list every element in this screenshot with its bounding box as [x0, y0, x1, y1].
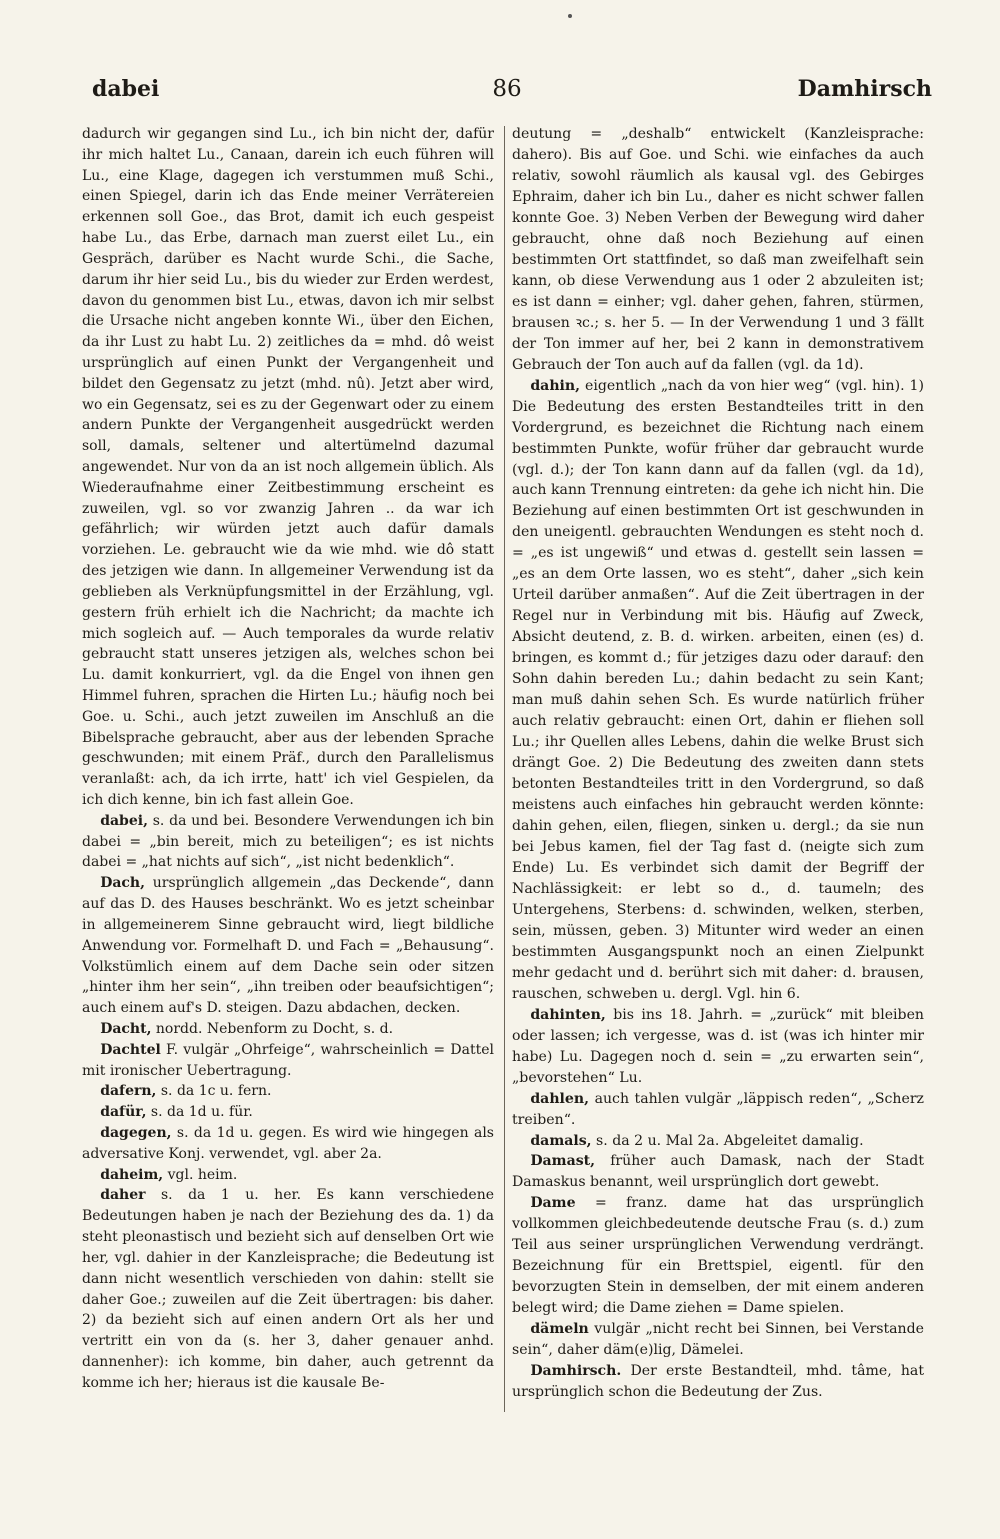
entry-dahlen: dahlen, auch tahlen vulgär „läppisch reden“, „Scherz treiben“.	[512, 1090, 924, 1128]
entry-dach: Dach, ursprünglich allgemein „das Deckende“, dann auf das D. des Hauses beschränkt. Wo es jetzt scheinbar in allgemeinerem Sinne gebraucht wird, liegt bildliche Anwendung vor. Formelhaft D. und Fach = „Behausung“. Volkstümlich einem auf dem Dache sein oder sitzen „hinter ihm her sein“, „ihn treiben oder beaufsichtigen“; auch einem auf's D. steigen. Dazu abdachen, decken.	[82, 875, 494, 1017]
running-header	[82, 76, 932, 116]
headword: daher	[100, 1187, 146, 1204]
headword: dämeln	[530, 1321, 589, 1338]
headword: Dachtel	[100, 1041, 161, 1058]
headword: dahin,	[530, 377, 581, 394]
headword: dagegen,	[100, 1125, 172, 1141]
headword: Dame	[530, 1195, 576, 1212]
header-first-entry: dabei	[92, 76, 160, 102]
headword: daheim,	[100, 1166, 164, 1183]
headword: Damhirsch.	[530, 1363, 622, 1380]
entry-damhirsch: Damhirsch. Der erste Bestandteil, mhd. tâme, hat ursprünglich schon die Bedeutung der Zus.	[512, 1363, 924, 1401]
headword: Dacht,	[100, 1020, 152, 1037]
entry-daher: daher s. da 1 u. her. Es kann verschiedene Bedeutungen haben je nach der Beziehung des da. 1) da steht pleonastisch und bezieht sich auf denselben Ort wie her, vgl. dahier in der Kanzleisprache; die Bedeutung ist dann nicht wesentlich verschieden von dahin: stellt sie daher Goe.; zuweilen auf die Zeit übertragen: bis daher. 2) da bezieht sich auf einen andern Ort als her und vertritt ein von da (s. her 3, daher genauer anhd. dannenher): ich komme, bin daher, auch getrennt da komme ich her; hieraus ist die kausale Be-	[82, 1187, 494, 1391]
right-column	[512, 124, 924, 1403]
entry-daemeln: dämeln vulgär „nicht recht bei Sinnen, bei Verstande sein“, daher däm(e)lig, Dämelei.	[512, 1321, 924, 1359]
headword: Damast,	[530, 1153, 596, 1170]
entry-dacht: Dacht, nordd. Nebenform zu Docht, s. d.	[100, 1020, 394, 1037]
entry-dafern: dafern, s. da 1c u. fern.	[100, 1083, 272, 1100]
headword: dahinten,	[530, 1006, 606, 1023]
headword: dahlen,	[530, 1090, 590, 1107]
entry-continuation: dadurch wir gegangen sind Lu., ich bin nicht der, dafür ihr mich haltet Lu., Canaan, darein ich euch führen will Lu., eine Klage, dagegen ich verstummen muß Schi., einen Spiegel, darin ich das Ende meiner Verrätereien erkennen soll Goe., das Brot, damit ich euch gespeist habe Lu., das Erbe, darnach man zuerst eilet Lu., ein Gespräch, darüber es Nacht wurde Schi., die Sache, darum ihr hier seid Lu., bis du wieder zur Erden werdest, davon du genommen bist Lu., etwas, davon ich mir selbst die Ursache nicht angeben konnte Wi., über den Eichen, da ihr Lust zu habt Lu. 2) zeitliches da = mhd. dô weist ursprünglich auf einen Punkt der Vergangenheit und bildet den Gegensatz zu jetzt (mhd. nû). Jetzt aber wird, wo ein Gegensatz, sei es zu der Gegenwart oder zu einem andern Punkte der Vergangenheit ausgedrückt werden soll, damals, seltener und altertümelnd dazumal angewendet. Nur von da an ist noch allgemein üblich. Als Wiederaufnahme einer Zeitbestimmung erscheint es zuweilen, vgl. so vor zwanzig Jahren .. da war ich gefährlich; wir würden jetzt auch dafür damals vorziehen. Le. gebraucht wie da wie mhd. wie dô statt des jetzigen wie dann. In allgemeiner Verwendung ist da geblieben als Verknüpfungsmittel in der Erzählung, vgl. gestern früh erhielt ich die Nachricht; da machte ich mich sogleich auf. — Auch temporales da wurde relativ gebraucht statt unseres jetzigen als, welches schon bei Lu. damit konkurriert, vgl. da die Engel von ihnen gen Himmel fuhren, sprachen die Hirten Lu.; häufig noch bei Goe. u. Schi., auch jetzt zuweilen im Anschluß an die Bibelsprache gebraucht, aber aus der lebenden Sprache geschwunden; mit einem Präf., durch den Parallelismus veranlaßt: ach, da ich irrte, hatt' ich viel Gespielen, da ich dich kenne, bin ich fast allein Goe.	[82, 126, 494, 808]
page-number: 86	[492, 76, 522, 102]
entry-daheim: daheim, vgl. heim.	[100, 1166, 238, 1183]
headword: Dach,	[100, 875, 145, 892]
entry-dagegen: dagegen, s. da 1d u. gegen. Es wird wie hingegen als adversative Konj. verwendet, vgl. aber 2a.	[82, 1125, 494, 1162]
entry-dahinten: dahinten, bis ins 18. Jahrh. = „zurück“ mit bleiben oder lassen; ich vergesse, was d. ist (was ich hinter mir habe) Lu. Dagegen noch d. sein = „zu erwarten sein“, „bevorstehen“ Lu.	[512, 1006, 924, 1086]
headword: dabei,	[100, 812, 148, 829]
entry-damast: Damast, früher auch Damask, nach der Stadt Damaskus benannt, weil ursprünglich dort gewebt.	[512, 1153, 924, 1191]
headword: dafern,	[100, 1083, 157, 1100]
entry-dachtel: Dachtel F. vulgär „Ohrfeige“, wahrscheinlich = Dattel mit ironischer Uebertragung.	[82, 1041, 494, 1079]
column-divider	[504, 126, 505, 1412]
entry-damals: damals, s. da 2 u. Mal 2a. Abgeleitet damalig.	[530, 1132, 864, 1149]
headword: dafür,	[100, 1104, 147, 1121]
entry-dabei: dabei, s. da und bei. Besondere Verwendungen ich bin dabei = „bin bereit, mich zu beteiligen“; es ist nichts dabei = „hat nichts auf sich“, „ist nicht bedenklich“.	[82, 812, 494, 871]
entry-continuation: deutung = „deshalb“ entwickelt (Kanzleisprache: dahero). Bis auf Goe. und Schi. wie einfaches da auch relativ, sowohl räumlich als kausal vgl. des Gebirges Ephraim, daher ich bin Lu., daher es nicht schwer fallen konnte Goe. 3) Neben Verben der Bewegung wird daher gebraucht, ohne daß noch Beziehung auf einen bestimmten Ort stattfindet, so daß man zweifelhaft sein kann, ob diese Verwendung aus 1 oder 2 abzuleiten ist; es ist dann = einher; vgl. daher gehen, fahren, stürmen, brausen ꝛc.; s. her 5. — In der Verwendung 1 und 3 fällt der Ton immer auf her, bei 2 kann in demonstrativem Gebrauch der Ton auch auf da fallen (vgl. da 1d).	[512, 126, 924, 373]
left-column	[82, 124, 494, 1394]
header-last-entry: Damhirsch	[797, 76, 932, 102]
entry-dame: Dame = franz. dame hat das ursprünglich vollkommen gleichbedeutende deutsche Frau (s. d.) zum Teil aus seiner ursprünglichen Verwendung verdrängt. Bezeichnung für ein Brettspiel, eigentl. für den bevorzugten Stein in demselben, der mit einem anderen belegt wird; die Dame ziehen = Dame spielen.	[512, 1195, 924, 1317]
entry-dafuer: dafür, s. da 1d u. für.	[100, 1104, 253, 1121]
entry-dahin: dahin, eigentlich „nach da von hier weg“ (vgl. hin). 1) Die Bedeutung des ersten Bestandteiles tritt in den Vordergrund, es bezeichnet die Richtung nach einem bestimmten Punkte, wofür früher dar gebraucht wurde (vgl. d.); der Ton kann dann auf da fallen (vgl. da 1d), auch kann Trennung eintreten: da gehe ich nicht hin. Die Beziehung auf einen bestimmten Ort ist geschwunden in den uneigentl. gebrauchten Wendungen es steht noch d. = „es ist ungewiß“ und etwas d. gestellt sein lassen = „es an dem Orte lassen, wo es steht“, daher „sich kein Urteil darüber anmaßen“. Auf die Zeit übertragen in der Regel nur in Verbindung mit bis. Häufig auf Zweck, Absicht deutend, z. B. d. wirken. arbeiten, einen (es) d. bringen, es kommt d.; für jetziges dazu oder darauf: den Sohn dahin bereden Lu.; dahin bedacht zu sein Kant; man muß dahin sehen Sch. Es wurde natürlich früher auch relativ gebraucht: einen Ort, dahin er fliehen soll Lu.; ihr Quellen alles Lebens, dahin die welke Brust sich drängt Goe. 2) Die Bedeutung des zweiten dann stets betonten Bestandteiles tritt in den Vordergrund, so daß meistens auch einfaches hin gebraucht werden könnte: dahin gehen, eilen, fliegen, sinken u. dergl.; da sie nun bei Jebus kamen, fiel der Tag fast d. (neigte sich zum Ende) Lu. Es verbindet sich damit der Begriff der Nachlässigkeit: er lebt so d., d. taumeln; des Untergehens, Sterbens: d. schwinden, welken, sterben, sein, müssen, geben. 3) Mitunter wird weder an einen bestimmten Ausgangspunkt noch an einen Zielpunkt mehr gedacht und d. berührt sich mit daher: d. brausen, rauschen, schweben u. dergl. Vgl. hin 6.	[512, 377, 924, 1002]
ink-speck	[568, 14, 572, 18]
headword: damals,	[530, 1132, 592, 1149]
